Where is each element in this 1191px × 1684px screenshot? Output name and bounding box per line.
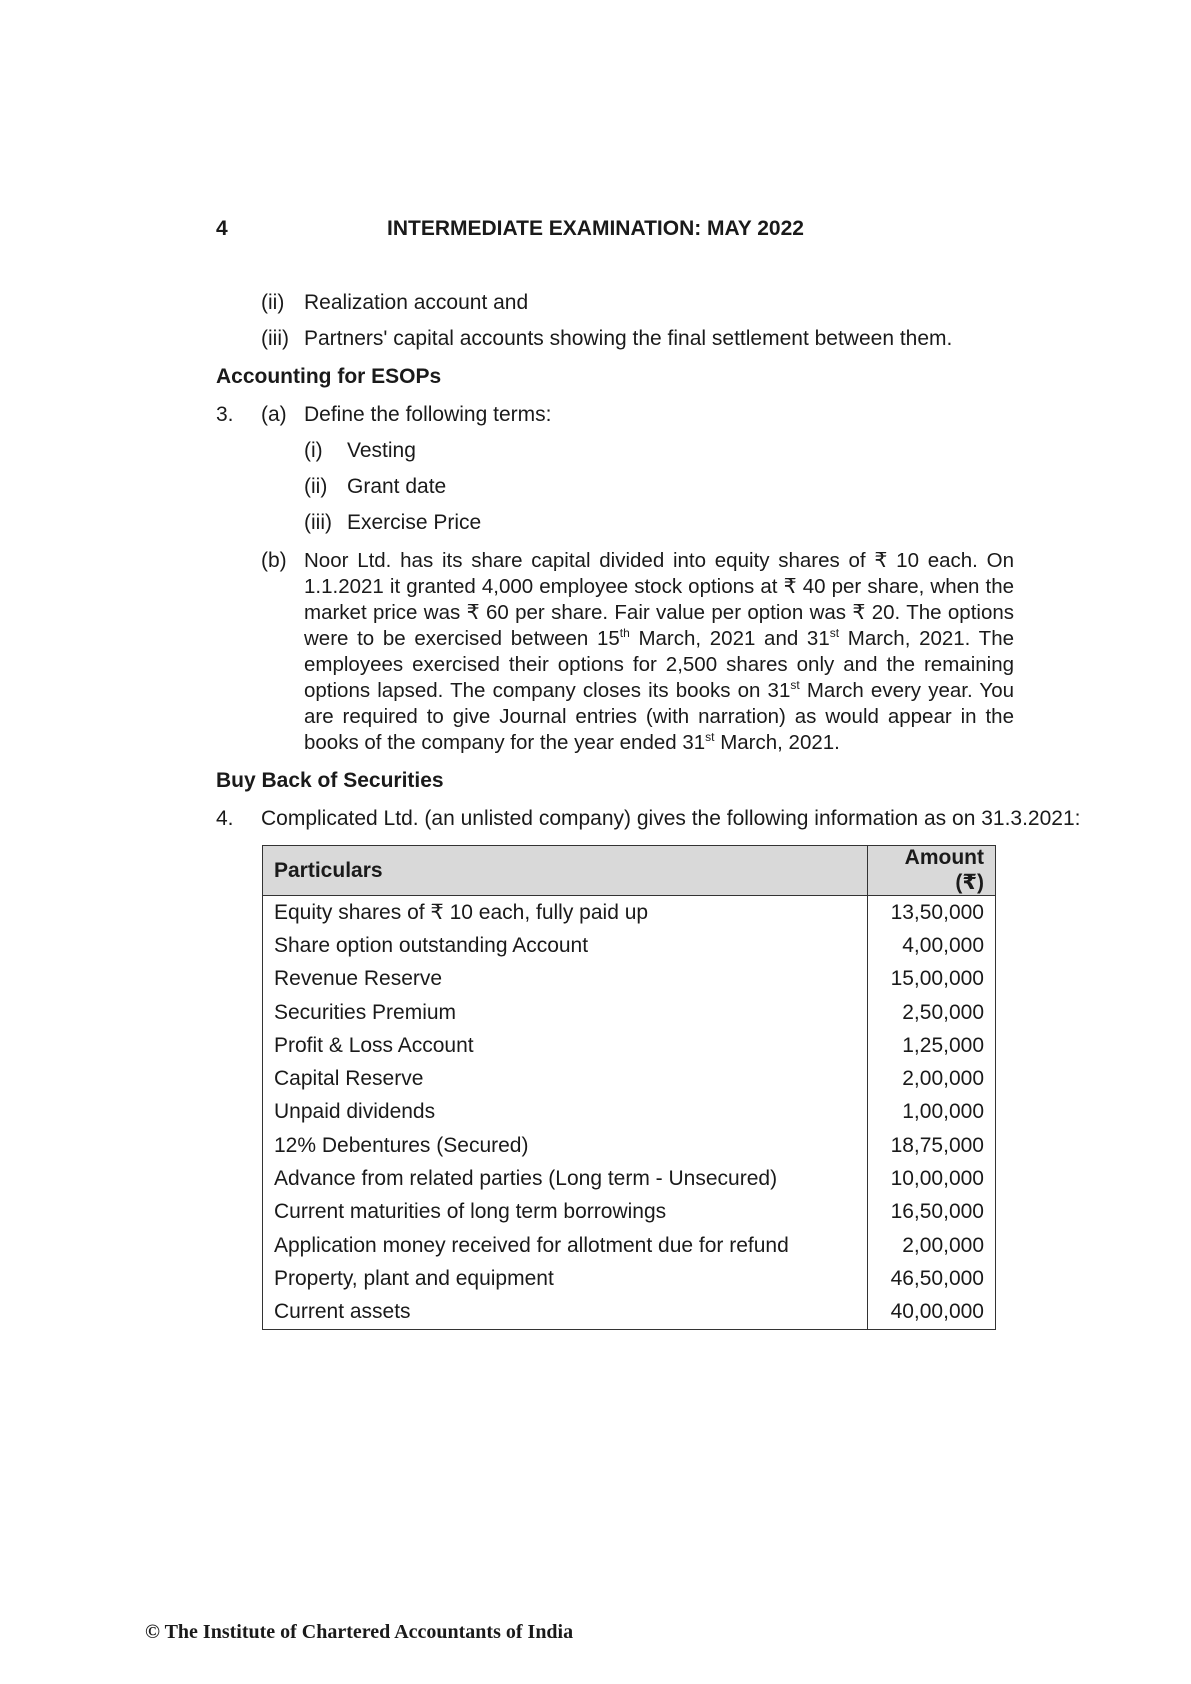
term-num: (i) <box>304 439 323 462</box>
table-row <box>263 963 996 996</box>
q4-number: 4. <box>216 807 234 830</box>
cell-amount: 2,50,000 <box>868 996 996 1029</box>
balance-table <box>262 845 996 1330</box>
q3b-text-2: March, 2021 and 31 <box>629 627 830 650</box>
cell-amount: 40,00,000 <box>868 1296 996 1330</box>
q3b-paragraph <box>304 548 1014 756</box>
q3b-text-5: March, 2021. <box>714 731 840 754</box>
cell-particulars: Application money received for allotment due for refund <box>263 1229 868 1262</box>
term-num: (ii) <box>304 475 328 498</box>
cell-particulars: 12% Debentures (Secured) <box>263 1129 868 1162</box>
cell-amount: 1,00,000 <box>868 1096 996 1129</box>
q3b-label: (b) <box>261 549 287 572</box>
cell-amount: 2,00,000 <box>868 1229 996 1262</box>
cell-amount: 1,25,000 <box>868 1029 996 1062</box>
table-row <box>263 1296 996 1330</box>
cell-particulars: Capital Reserve <box>263 1062 868 1095</box>
cell-particulars: Securities Premium <box>263 996 868 1029</box>
term-text: Exercise Price <box>347 511 482 534</box>
table-row <box>263 1162 996 1195</box>
q3b-text-3: March, 2021. The employees exercised their options for 2,500 shares only and the remaining options lapsed. The company closes its books on 31 <box>304 627 1015 702</box>
cell-particulars: Revenue Reserve <box>263 963 868 996</box>
table-row <box>263 1062 996 1095</box>
cell-amount: 13,50,000 <box>868 896 996 930</box>
table-row <box>263 1262 996 1295</box>
cell-amount: 4,00,000 <box>868 929 996 962</box>
superscript-st: st <box>790 678 800 693</box>
column-header-particulars: Particulars <box>263 846 868 896</box>
cell-particulars: Current maturities of long term borrowings <box>263 1196 868 1229</box>
q3a-text: Define the following terms: <box>304 403 552 426</box>
copyright-footer: © The Institute of Chartered Accountants of India <box>145 1621 574 1643</box>
cell-particulars: Current assets <box>263 1296 868 1330</box>
table-body <box>263 896 996 1330</box>
table-row <box>263 929 996 962</box>
cell-amount: 10,00,000 <box>868 1162 996 1195</box>
table-row <box>263 1229 996 1262</box>
q3a-label: (a) <box>261 403 287 426</box>
cell-particulars: Advance from related parties (Long term - Unsecured) <box>263 1162 868 1195</box>
q2-item-text: Partners' capital accounts showing the final settlement between them. <box>304 327 953 350</box>
term-text: Vesting <box>347 439 416 462</box>
q2-item-text: Realization account and <box>304 291 529 314</box>
table-row <box>263 1029 996 1062</box>
table-row <box>263 996 996 1029</box>
cell-amount: 46,50,000 <box>868 1262 996 1295</box>
q2-item-num: (iii) <box>261 327 289 350</box>
cell-particulars: Unpaid dividends <box>263 1096 868 1129</box>
q3b-text-1: Noor Ltd. has its share capital divided into equity shares of ₹ 10 each. On 1.1.2021 it granted 4,000 employee stock options at ₹ 40 per share, when the market price was ₹ 60 per share. Fair value per option was ₹ 20. The options were to be exercised between 15 <box>304 549 1014 650</box>
cell-particulars: Share option outstanding Account <box>263 929 868 962</box>
superscript-th: th <box>619 626 630 641</box>
q2-item-num: (ii) <box>261 291 285 314</box>
q3b-text-4: March every year. You are required to give Journal entries (with narration) as would appear in the books of the company for the year ended 31 <box>304 679 1014 754</box>
cell-amount: 16,50,000 <box>868 1196 996 1229</box>
section-heading-buyback: Buy Back of Securities <box>216 769 444 792</box>
cell-particulars: Property, plant and equipment <box>263 1262 868 1295</box>
cell-amount: 18,75,000 <box>868 1129 996 1162</box>
table-row <box>263 1096 996 1129</box>
cell-amount: 15,00,000 <box>868 963 996 996</box>
term-text: Grant date <box>347 475 447 498</box>
section-heading-esop: Accounting for ESOPs <box>216 365 442 388</box>
cell-particulars: Profit & Loss Account <box>263 1029 868 1062</box>
page-header-title: INTERMEDIATE EXAMINATION: MAY 2022 <box>387 217 804 240</box>
superscript-st: st <box>705 730 715 745</box>
superscript-st: st <box>829 626 840 641</box>
table-row <box>263 1196 996 1229</box>
cell-particulars: Equity shares of ₹ 10 each, fully paid up <box>263 896 868 930</box>
q4-intro: Complicated Ltd. (an unlisted company) gives the following information as on 31.3.2021: <box>261 807 1081 830</box>
table-row <box>263 896 996 930</box>
table-header-row <box>263 846 996 896</box>
q3-number: 3. <box>216 403 234 426</box>
term-num: (iii) <box>304 511 332 534</box>
column-header-amount: Amount (₹) <box>868 846 996 896</box>
cell-amount: 2,00,000 <box>868 1062 996 1095</box>
page-number: 4 <box>216 217 228 240</box>
table-row <box>263 1129 996 1162</box>
